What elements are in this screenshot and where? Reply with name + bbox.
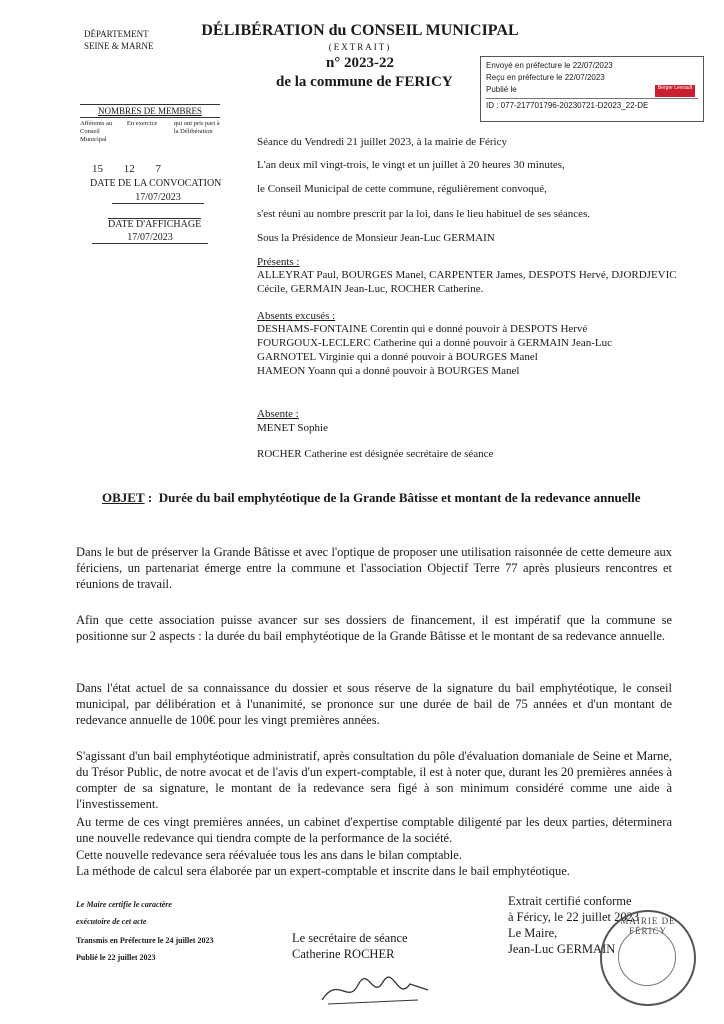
- mairie-seal-icon: [600, 910, 696, 1006]
- seal-inner-ring: [618, 928, 676, 986]
- paragraph-6: Cette nouvelle redevance sera réévaluée tous les ans dans le bilan comptable.: [76, 848, 462, 862]
- publie-line: Publié le 22 juillet 2023: [76, 953, 156, 962]
- stamp-recu: Reçu en préfecture le 22/07/2023: [486, 73, 605, 82]
- maire-label: Le Maire,: [508, 926, 558, 940]
- presents-heading: Présents :: [257, 256, 300, 268]
- absente-name: MENET Sophie: [257, 422, 328, 434]
- affichage-label: DATE D'AFFICHAGE: [108, 219, 202, 230]
- secretaire-signature-block: [292, 930, 408, 962]
- extrait-label: Extrait certifié conforme: [508, 894, 632, 908]
- objet: OBJET : Durée du bail emphytéotique de la Grande Bâtisse et montant de la redevance annuelle: [102, 490, 641, 505]
- list-item: GARNOTEL Virginie qui a donné pouvoir à BOURGES Manel: [257, 351, 538, 363]
- secretaire-line: ROCHER Catherine est désignée secrétaire de séance: [257, 448, 494, 460]
- absents-heading: Absents excusés :: [257, 310, 336, 322]
- absente-heading: Absente :: [257, 408, 299, 420]
- objet-text: Durée du bail emphytéotique de la Grande Bâtisse et montant de la redevance annuelle: [158, 490, 641, 505]
- convocation-date: 17/07/2023: [112, 192, 204, 204]
- members-title: NOMBRES DE MEMBRES: [80, 104, 220, 118]
- presents-list: ALLEYRAT Paul, BOURGES Manel, CARPENTER James, DESPOTS Hervé, DJORDJEVIC Cécile, GERMAIN Jean-Luc, ROCHER Catherine.: [257, 269, 677, 295]
- members-col-votants: qui ont pris part à la Délibération: [173, 120, 220, 135]
- seance-line-1: Séance du Vendredi 21 juillet 2023, à la mairie de Féricy: [257, 136, 507, 148]
- convocation-label: DATE DE LA CONVOCATION: [90, 178, 222, 189]
- secretaire-name: Catherine ROCHER: [292, 947, 395, 961]
- list-item: FOURGOUX-LECLERC Catherine qui a donné pouvoir à GERMAIN Jean-Luc: [257, 337, 612, 349]
- stamp-publie: Publié le: [486, 85, 517, 94]
- paragraph-1: Dans le but de préserver la Grande Bâtisse et avec l'optique de proposer une utilisation raisonnée de cette demeure aux fériciens, un partenariat émerge entre la commune et l'association Objectif Terre 77 après plusieurs rencontres et réunions de travail.: [76, 545, 672, 591]
- paragraph-4: S'agissant d'un bail emphytéotique administratif, après consultation du pôle d'évaluation domaniale de Seine et Marne, du Trésor Public, de notre avocat et de l'avis d'un expert-comptable, il est à noter que, durant les 20 premières années à compter de sa signature, le montant de la redevance sera figé à son minimum considéré comme une aide à l'investissement.: [76, 749, 672, 811]
- certifie-line-2: exécutoire de cet acte: [76, 917, 147, 926]
- paragraph-3: Dans l'état actuel de sa connaissance du dossier et sous réserve de la signature du bail emphytéotique, le conseil municipal, par délibération et à l'unanimité, se prononce sur une durée de bail de 75 années et d'un montant de redevance annuelle de 100€ pour les vingt premières années.: [76, 681, 672, 727]
- members-values: 15 12 7: [92, 163, 161, 175]
- affichage-date: 17/07/2023: [92, 232, 208, 244]
- stamp-envoye: Envoyé en préfecture le 22/07/2023: [486, 61, 613, 70]
- seance-line-3: le Conseil Municipal de cette commune, régulièrement convoqué,: [257, 183, 547, 195]
- commune-name: de la commune de FERICY: [276, 74, 453, 90]
- transmis-line: Transmis en Préfecture le 24 juillet 2023: [76, 936, 214, 945]
- signature-icon: [318, 970, 438, 1010]
- prefecture-stamp: [480, 56, 704, 122]
- berger-levrault-logo: Berger Levrault: [655, 85, 695, 97]
- list-item: DESHAMS-FONTAINE Corentin qui e donné pouvoir à DESPOTS Hervé: [257, 323, 588, 335]
- list-item: HAMEON Yoann qui a donné pouvoir à BOURGES Manel: [257, 365, 520, 377]
- members-box: [80, 104, 220, 144]
- stamp-id: ID : 077-217701796-20230721-D2023_22-DE: [486, 98, 698, 112]
- departement: DÉPARTEMENT SEINE & MARNE: [84, 29, 154, 51]
- seal-text: MAIRIE DE FÉRICY: [620, 916, 676, 936]
- objet-label: OBJET: [102, 490, 145, 505]
- absents-list: [257, 322, 612, 378]
- seance-line-4: s'est réuni au nombre prescrit par la loi, dans le lieu habituel de ses séances.: [257, 208, 591, 220]
- document-subtitle: (EXTRAIT): [328, 42, 392, 52]
- members-col-afferents: Afférents au Conseil Municipal: [80, 120, 113, 143]
- deliberation-number: n° 2023-22: [325, 55, 395, 71]
- maire-name: Jean-Luc GERMAIN: [508, 942, 616, 956]
- certifie-line-1: Le Maire certifie le caractère: [76, 900, 172, 909]
- secretaire-label: Le secrétaire de séance: [292, 931, 408, 945]
- document-title: DÉLIBÉRATION du CONSEIL MUNICIPAL: [201, 22, 519, 39]
- members-col-exercice: En exercice: [126, 120, 158, 127]
- paragraph-7: La méthode de calcul sera élaborée par un expert-comptable et inscrite dans le bail emphytéotique.: [76, 864, 570, 878]
- seance-line-5: Sous la Présidence de Monsieur Jean-Luc GERMAIN: [257, 232, 495, 244]
- seance-line-2: L'an deux mil vingt-trois, le vingt et un juillet à 20 heures 30 minutes,: [257, 159, 565, 171]
- paragraph-5: Au terme de ces vingt premières années, un cabinet d'expertise comptable diligenté par les deux parties, déterminera une nouvelle redevance qui tiendra compte de la performance de la société.: [76, 815, 672, 845]
- lieu-date: à Féricy, le 22 juillet 2023: [508, 910, 640, 924]
- paragraph-2: Afin que cette association puisse avancer sur ses dossiers de financement, il est impératif que la commune se positionne sur 2 aspects : la durée du bail emphytéotique de la Grande Bâtisse et le montant de sa redevance annuelle.: [76, 613, 672, 643]
